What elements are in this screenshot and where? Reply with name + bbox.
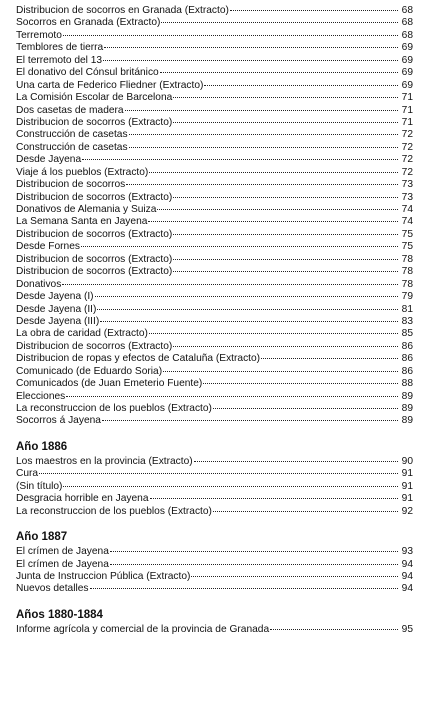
toc-entry-page-number: 89 xyxy=(401,390,413,402)
section-heading: Año 1886 xyxy=(16,440,68,453)
toc-entry xyxy=(16,80,413,92)
toc-entry xyxy=(16,266,413,278)
toc-entry-title: Viaje á los pueblos (Extracto) xyxy=(16,166,149,178)
toc-entry-title: La obra de caridad (Extracto) xyxy=(16,328,148,340)
dot-leader xyxy=(148,221,398,222)
toc-entry xyxy=(16,571,413,583)
toc-entry xyxy=(16,42,413,54)
toc-entry xyxy=(16,229,413,241)
toc-entry-page-number: 71 xyxy=(401,92,413,104)
toc-entry-page-number: 69 xyxy=(401,79,413,91)
toc-section xyxy=(16,440,413,518)
toc-entry-page-number: 69 xyxy=(401,67,413,79)
toc-entry-title: Junta de Instruccion Pública (Extracto) xyxy=(16,570,191,582)
toc-entry xyxy=(16,241,413,253)
toc-entry-title: La Comisión Escolar de Barcelona xyxy=(16,92,173,104)
toc-entry-page-number: 94 xyxy=(401,570,413,582)
toc-entry-page-number: 95 xyxy=(401,623,413,635)
dot-leader xyxy=(149,333,398,334)
dot-leader xyxy=(173,234,398,235)
toc-entry xyxy=(16,304,413,316)
toc-entry xyxy=(16,254,413,266)
toc-entry-title: Desde Jayena xyxy=(16,154,82,166)
dot-leader xyxy=(194,461,398,462)
toc-entry xyxy=(16,341,413,353)
toc-entry-title: Donativos de Alemania y Suiza xyxy=(16,204,157,215)
toc-entry-page-number: 83 xyxy=(401,315,413,327)
toc-entry-page-number: 68 xyxy=(401,5,413,16)
toc-entry xyxy=(16,142,413,154)
toc-entry xyxy=(16,154,413,166)
toc-entry-title: Distribucion de socorros xyxy=(16,179,126,191)
dot-leader xyxy=(173,97,398,98)
dot-leader xyxy=(63,35,398,36)
toc-entry xyxy=(16,67,413,79)
section-heading: Año 1887 xyxy=(16,531,68,544)
dot-leader xyxy=(173,259,398,260)
toc-entry-page-number: 71 xyxy=(401,116,413,128)
toc-entry-title: Desde Jayena (II) xyxy=(16,303,97,315)
toc-section xyxy=(16,5,413,428)
toc-entry xyxy=(16,624,413,636)
toc-entry-page-number: 90 xyxy=(401,455,413,467)
toc-list xyxy=(16,456,413,518)
toc-entry-title: Comunicados (de Juan Emeterio Fuente) xyxy=(16,378,203,390)
toc-entry xyxy=(16,279,413,291)
toc-entry-title: El donativo del Cónsul británico xyxy=(16,67,159,79)
toc-entry xyxy=(16,366,413,378)
toc-entry-title: La reconstruccion de los pueblos (Extracto) xyxy=(16,403,212,414)
dot-leader xyxy=(213,511,398,512)
dot-leader xyxy=(103,60,398,61)
toc-entry xyxy=(16,353,413,365)
toc-entry-page-number: 93 xyxy=(401,546,413,558)
dot-leader xyxy=(82,159,398,160)
toc-entry-title: Distribucion de socorros en Granada (Extracto) xyxy=(16,5,229,16)
toc-entry xyxy=(16,129,413,141)
toc-entry-title: Distribucion de socorros (Extracto) xyxy=(16,266,173,278)
dot-leader xyxy=(97,309,398,310)
dot-leader xyxy=(63,486,398,487)
toc-entry-title: La Semana Santa en Jayena xyxy=(16,216,148,228)
toc-entry xyxy=(16,5,413,17)
toc-entry-title: Cura xyxy=(16,468,39,480)
toc-entry-page-number: 81 xyxy=(401,303,413,315)
toc-entry xyxy=(16,92,413,104)
toc-entry xyxy=(16,30,413,42)
toc-entry-page-number: 72 xyxy=(401,166,413,178)
toc-list xyxy=(16,624,413,636)
toc-entry xyxy=(16,105,413,117)
toc-entry xyxy=(16,378,413,390)
toc-entry xyxy=(16,481,413,493)
dot-leader xyxy=(110,564,398,565)
toc-entry-page-number: 79 xyxy=(401,291,413,303)
toc-entry xyxy=(16,192,413,204)
toc-entry-page-number: 68 xyxy=(401,17,413,29)
toc-entry-title: Distribucion de socorros (Extracto) xyxy=(16,116,173,128)
dot-leader xyxy=(110,551,398,552)
dot-leader xyxy=(230,10,398,11)
toc-entry-title: Distribucion de socorros (Extracto) xyxy=(16,253,173,265)
toc-entry-title: Distribucion de socorros (Extracto) xyxy=(16,228,173,240)
toc-entry-title: Comunicado (de Eduardo Soria) xyxy=(16,365,163,377)
toc-entry-title: Donativos xyxy=(16,278,62,290)
toc-entry-page-number: 69 xyxy=(401,42,413,54)
dot-leader xyxy=(157,209,398,210)
toc-entry-title: Socorros en Granada (Extracto) xyxy=(16,17,161,29)
dot-leader xyxy=(163,371,398,372)
toc-entry xyxy=(16,291,413,303)
toc-entry-page-number: 69 xyxy=(401,54,413,66)
toc-entry-title: Distribucion de socorros (Extracto) xyxy=(16,191,173,203)
toc-entry-title: Distribucion de socorros (Extracto) xyxy=(16,340,173,352)
toc-entry-page-number: 88 xyxy=(401,378,413,390)
dot-leader xyxy=(100,321,398,322)
toc-entry-page-number: 86 xyxy=(401,365,413,377)
toc-entry-title: Nuevos detalles xyxy=(16,583,89,595)
toc-entry-title: Terremoto xyxy=(16,29,62,41)
toc-entry xyxy=(16,493,413,505)
dot-leader xyxy=(173,346,398,347)
toc-entry xyxy=(16,546,413,558)
toc-entry-page-number: 72 xyxy=(401,129,413,141)
toc-entry-page-number: 75 xyxy=(401,241,413,253)
toc-entry-title: El crímen de Jayena xyxy=(16,558,109,570)
dot-leader xyxy=(150,498,398,499)
toc-entry-page-number: 85 xyxy=(401,328,413,340)
toc-entry-title: Desde Fornes xyxy=(16,241,80,253)
toc-entry-title: Desde Jayena (III) xyxy=(16,315,100,327)
dot-leader xyxy=(66,396,398,397)
dot-leader xyxy=(160,72,398,73)
dot-leader xyxy=(125,110,398,111)
section-heading: Años 1880-1884 xyxy=(16,608,103,621)
toc-entry-page-number: 94 xyxy=(401,583,413,595)
dot-leader xyxy=(81,246,398,247)
dot-leader xyxy=(203,383,398,384)
toc-entry xyxy=(16,391,413,403)
toc-entry-title: Socorros á Jayena xyxy=(16,415,101,427)
dot-leader xyxy=(173,271,398,272)
toc-entry-page-number: 78 xyxy=(401,278,413,290)
dot-leader xyxy=(173,122,398,123)
toc-entry-title: Elecciones xyxy=(16,390,66,402)
toc-entry-page-number: 86 xyxy=(401,353,413,365)
toc-entry-title: (Sin título) xyxy=(16,480,63,492)
toc-entry-title: Construcción de casetas xyxy=(16,141,128,153)
toc-entry xyxy=(16,204,413,216)
toc-entry-title: Una carta de Federico Fliedner (Extracto) xyxy=(16,79,204,91)
toc-entry-page-number: 92 xyxy=(401,505,413,517)
toc-entry-page-number: 91 xyxy=(401,493,413,505)
toc-entry-page-number: 78 xyxy=(401,266,413,278)
toc-entry-title: El terremoto del 13 xyxy=(16,54,103,66)
toc-entry-page-number: 75 xyxy=(401,228,413,240)
toc-entry-page-number: 91 xyxy=(401,480,413,492)
toc-entry-title: Construcción de casetas xyxy=(16,129,128,141)
toc-entry-title: El crímen de Jayena xyxy=(16,546,109,558)
dot-leader xyxy=(95,296,398,297)
toc-entry-page-number: 74 xyxy=(401,204,413,215)
table-of-contents xyxy=(16,5,413,636)
toc-entry xyxy=(16,316,413,328)
toc-entry xyxy=(16,55,413,67)
dot-leader xyxy=(126,184,398,185)
dot-leader xyxy=(62,284,398,285)
toc-entry-page-number: 71 xyxy=(401,104,413,116)
toc-section xyxy=(16,608,413,636)
toc-entry xyxy=(16,456,413,468)
dot-leader xyxy=(104,47,398,48)
dot-leader xyxy=(213,408,398,409)
toc-entry-title: Dos casetas de madera xyxy=(16,104,124,116)
toc-entry xyxy=(16,117,413,129)
toc-entry-page-number: 74 xyxy=(401,216,413,228)
toc-list xyxy=(16,5,413,428)
dot-leader xyxy=(129,147,398,148)
dot-leader xyxy=(161,22,398,23)
toc-entry xyxy=(16,559,413,571)
toc-entry xyxy=(16,17,413,29)
toc-entry-title: Distribucion de ropas y efectos de Cataluña (Extracto) xyxy=(16,353,261,365)
toc-entry-page-number: 68 xyxy=(401,29,413,41)
dot-leader xyxy=(173,197,398,198)
dot-leader xyxy=(204,85,398,86)
toc-entry-title: La reconstruccion de los pueblos (Extracto) xyxy=(16,505,212,517)
toc-entry xyxy=(16,167,413,179)
dot-leader xyxy=(90,588,399,589)
toc-entry-page-number: 89 xyxy=(401,415,413,427)
toc-entry-page-number: 73 xyxy=(401,179,413,191)
toc-entry xyxy=(16,415,413,427)
toc-entry-title: Desde Jayena (I) xyxy=(16,291,94,303)
toc-entry xyxy=(16,179,413,191)
toc-entry xyxy=(16,403,413,415)
dot-leader xyxy=(102,420,398,421)
toc-entry-title: Desgracia horrible en Jayena xyxy=(16,493,149,505)
dot-leader xyxy=(149,172,398,173)
toc-list xyxy=(16,546,413,596)
dot-leader xyxy=(191,576,398,577)
toc-entry-page-number: 78 xyxy=(401,253,413,265)
toc-entry-page-number: 72 xyxy=(401,154,413,166)
toc-entry-page-number: 94 xyxy=(401,558,413,570)
toc-entry-title: Los maestros en la provincia (Extracto) xyxy=(16,455,193,467)
dot-leader xyxy=(39,473,398,474)
toc-entry xyxy=(16,328,413,340)
toc-entry-title: Informe agrícola y comercial de la provincia de Granada xyxy=(16,623,270,635)
toc-entry-page-number: 91 xyxy=(401,468,413,480)
toc-entry xyxy=(16,583,413,595)
dot-leader xyxy=(129,134,398,135)
dot-leader xyxy=(270,629,398,630)
toc-entry xyxy=(16,468,413,480)
dot-leader xyxy=(261,358,398,359)
toc-entry-page-number: 73 xyxy=(401,191,413,203)
toc-entry xyxy=(16,216,413,228)
toc-section xyxy=(16,530,413,596)
toc-entry-title: Temblores de tierra xyxy=(16,42,104,54)
toc-entry xyxy=(16,506,413,518)
toc-entry-page-number: 86 xyxy=(401,340,413,352)
toc-entry-page-number: 72 xyxy=(401,141,413,153)
toc-entry-page-number: 89 xyxy=(401,403,413,414)
